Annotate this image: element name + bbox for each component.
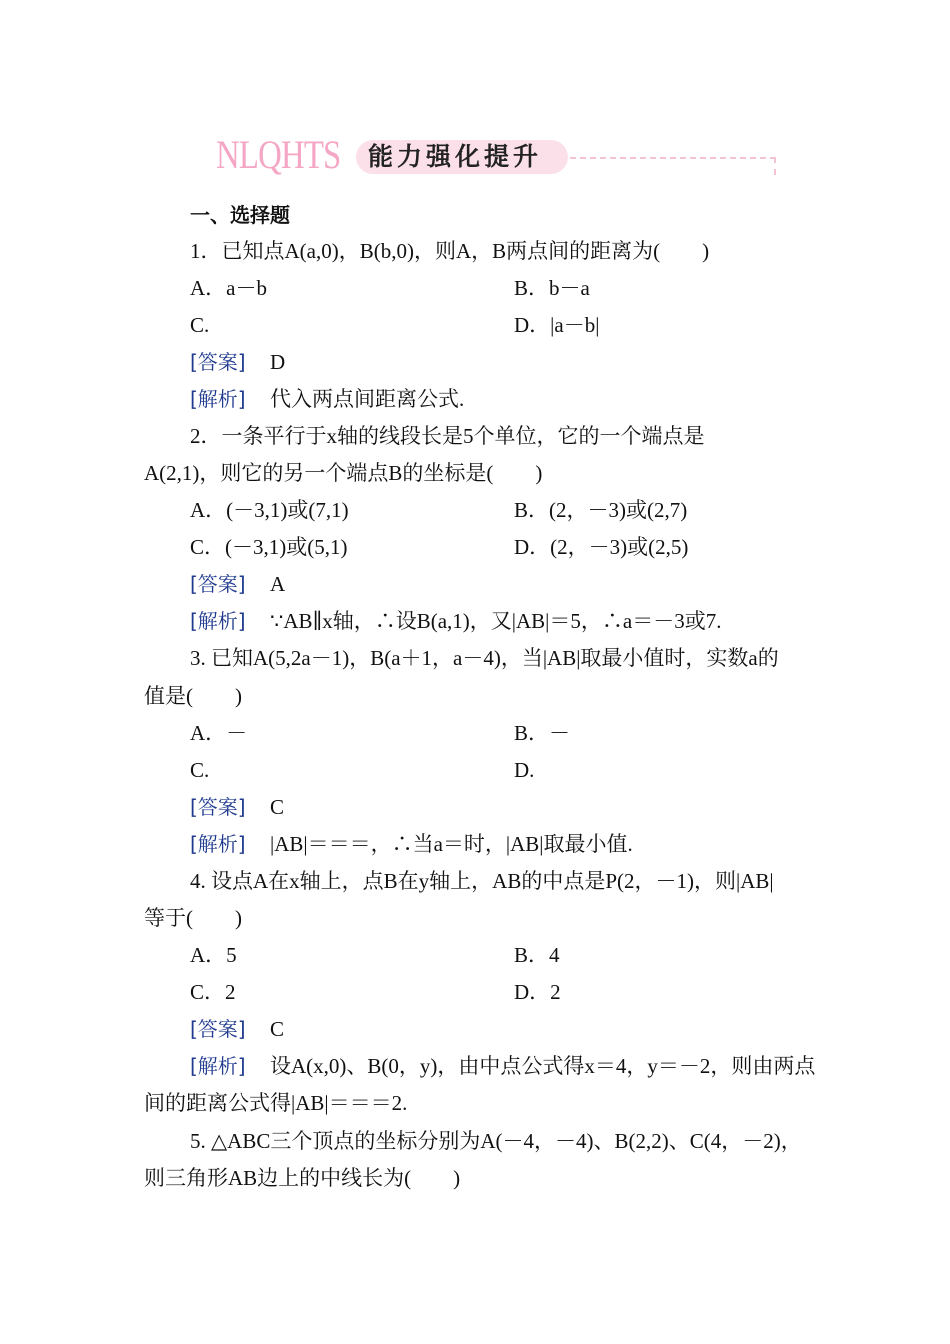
q4-stem-line2: 等于( ) (144, 906, 242, 930)
banner-dashed-tick (774, 157, 776, 175)
q3-stem-line2: 值是( ) (144, 684, 242, 708)
q2-analysis-tag: [解析] (190, 609, 246, 633)
banner-title: 能力强化提升 (368, 142, 543, 171)
q5-stem-line2: 则三角形AB边上的中线长为( ) (144, 1166, 461, 1190)
q4-option-c: C．2 (190, 980, 236, 1004)
q1-option-c: C. (190, 313, 210, 337)
q2-option-c: C．(－3,1)或(5,1) (190, 535, 348, 559)
q4-analysis-line2: 间的距离公式得|AB|＝＝＝2. (144, 1091, 408, 1115)
q3-option-d: D. (514, 758, 535, 782)
q4-answer: C (270, 1017, 285, 1041)
q4-option-b: B．4 (514, 943, 560, 967)
q3-option-a: A．－ (190, 721, 248, 745)
banner-logo: NLQHTS (216, 132, 341, 177)
q2-option-d: D．(2，－3)或(2,5) (514, 535, 689, 559)
q2-stem-line1: 2．一条平行于x轴的线段长是5个单位，它的一个端点是 (190, 424, 705, 448)
q1-answer-tag: [答案] (190, 350, 246, 374)
q2-answer-tag: [答案] (190, 572, 246, 596)
q3-option-b: B．－ (514, 721, 571, 745)
q4-answer-tag: [答案] (190, 1017, 246, 1041)
q2-stem-line2: A(2,1)，则它的另一个端点B的坐标是( ) (144, 461, 543, 485)
q1-stem: 1．已知点A(a,0)，B(b,0)，则A，B两点间的距离为( ) (190, 239, 710, 263)
q1-analysis-tag: [解析] (190, 387, 246, 411)
q4-option-d: D．2 (514, 980, 561, 1004)
section-banner (216, 128, 780, 182)
section-heading: 一、选择题 (190, 203, 290, 227)
q2-option-a: A．(－3,1)或(7,1) (190, 498, 349, 522)
q4-option-a: A．5 (190, 943, 237, 967)
q2-option-b: B．(2，－3)或(2,7) (514, 498, 688, 522)
q3-option-c: C. (190, 758, 210, 782)
q4-analysis-line1: 设A(x,0)、B(0，y)，由中点公式得x＝4，y＝－2，则由两点 (270, 1054, 816, 1078)
q1-option-b: B．b－a (514, 276, 590, 300)
q2-answer: A (270, 572, 286, 596)
q1-analysis: 代入两点间距离公式. (270, 387, 465, 411)
q1-option-a: A．a－b (190, 276, 267, 300)
q3-analysis-tag: [解析] (190, 832, 246, 856)
q5-stem-line1: 5. △ABC三个顶点的坐标分别为A(－4，－4)、B(2,2)、C(4，－2)， (190, 1129, 802, 1153)
q1-answer: D (270, 350, 286, 374)
banner-dashed-line (570, 157, 776, 159)
q3-answer-tag: [答案] (190, 795, 246, 819)
q1-option-d: D．|a－b| (514, 313, 600, 337)
q4-stem-line1: 4. 设点A在x轴上，点B在y轴上，AB的中点是P(2，－1)，则|AB| (190, 869, 774, 893)
q4-analysis-tag: [解析] (190, 1054, 246, 1078)
q3-answer: C (270, 795, 285, 819)
q3-analysis: |AB|＝＝＝，∴当a＝时，|AB|取最小值. (270, 832, 633, 856)
q3-stem-line1: 3. 已知A(5,2a－1)，B(a＋1，a－4)，当|AB|取最小值时，实数a的 (190, 646, 779, 670)
q2-analysis: ∵AB∥x轴，∴设B(a,1)，又|AB|＝5，∴a＝－3或7. (270, 609, 722, 633)
